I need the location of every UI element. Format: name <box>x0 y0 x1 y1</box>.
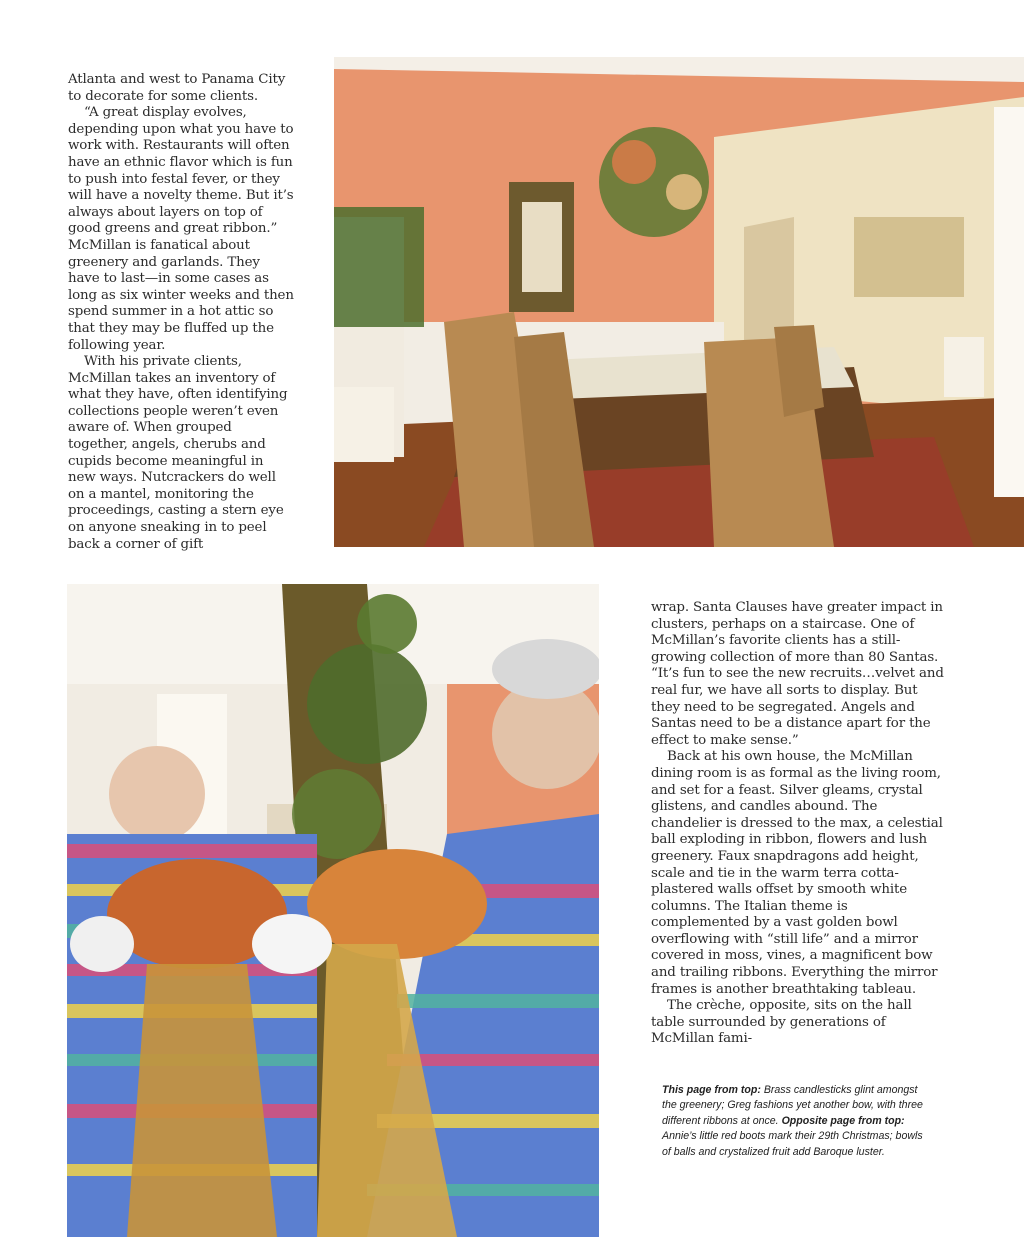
photo-caption <box>662 1083 932 1160</box>
paragraph: With his private clients, McMillan takes an inventory of what they have, often identifying collections people weren’t even aware of. When grouped together, angels, cherubs and cupids become meaningful in new ways. Nutcrackers do well on a mantel, monitoring the proceedings, casting a stern eye on anyone sneaking in to peel back a corner of gift <box>68 354 288 552</box>
caption-text: Brass candlesticks glint amongst the greenery; Greg fashions yet another bow, with three different ribbons at once. <box>662 1084 923 1127</box>
paragraph: The crèche, opposite, sits on the hall table surrounded by generations of McMillan fami- <box>651 998 912 1047</box>
caption-lead: This page from top: <box>662 1084 761 1096</box>
paragraph: Back at his own house, the McMillan dining room is as formal as the living room, and set for a feast. Silver gleams, crystal glistens, and candles abound. The chandelier is dressed to the max, a celestial ball exploding in ribbon, flowers and lush greenery. Faux snapdragons add height, scale and tie in the warm terra cotta-plastered walls offset by smooth white columns. The Italian theme is complemented by a vast golden bowl overflowing with “still life” and a mirror covered in moss, vines, a magnificent bow and trailing ribbons. Everything the mirror frames is another breathtaking tableau. <box>651 749 943 997</box>
dining-room-photo <box>334 57 1024 547</box>
caption-text: Annie’s little red boots mark their 29th Christmas; bowls of balls and crystalized fruit add Baroque luster. <box>662 1130 923 1158</box>
bow-making-photo <box>67 584 599 1237</box>
caption-lead: Opposite page from top: <box>781 1114 905 1127</box>
paragraph: “A great display evolves, depending upon what you have to work with. Restaurants will often have an ethnic flavor which is fun to push into festal fever, or they will have a novelty theme. But it’s always about layers on top of good greens and great ribbon.” McMillan is fanatical about greenery and garlands. They have to last—in some cases as long as six winter weeks and then spend summer in a hot attic so that they may be fluffed up the following year. <box>68 105 294 353</box>
article-column-two <box>651 600 947 1048</box>
article-column-one <box>68 72 294 553</box>
paragraph: Atlanta and west to Panama City to decorate for some clients. <box>68 72 286 104</box>
paragraph: wrap. Santa Clauses have greater impact in clusters, perhaps on a staircase. One of McMillan’s favorite clients has a still-growing collection of more than 80 Santas. “It’s fun to see the new recruits…velvet and real fur, we have all sorts to display. But they need to be segregated. Angels and Santas need to be a distance apart for the effect to make sense.” <box>651 600 944 748</box>
